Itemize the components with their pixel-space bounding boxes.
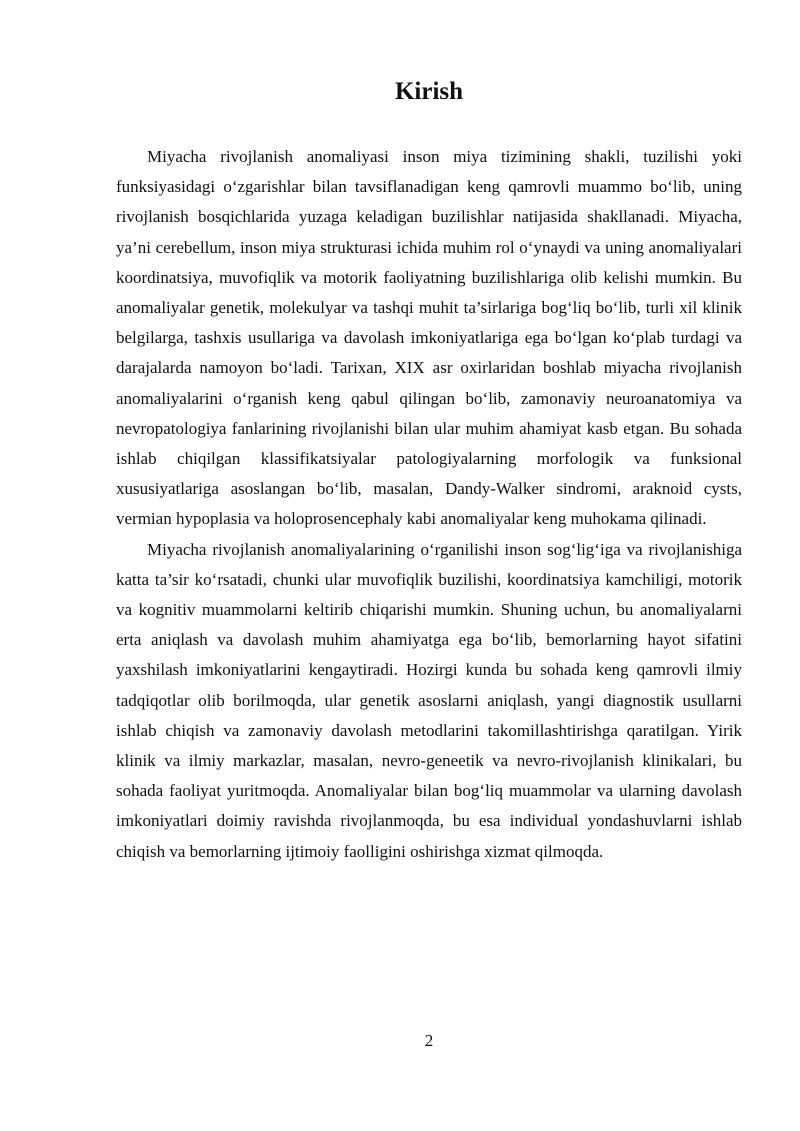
page-title: Kirish — [394, 78, 464, 105]
paragraph: Miyacha rivojlanish anomaliyalarining o‘rganilishi inson sog‘lig‘iga va rivojlanishiga katta ta’sir ko‘rsatadi, chunki ular muvofiqlik buzilishi, koordinatsiya kamchiligi, motorik va kognitiv muammolarni keltirib chiqarishi mumkin. Shuning uchun, bu anomaliyalarni erta aniqlash va davolash muhim ahamiyatga ega bo‘lib, bemorlarning hayot sifatini yaxshilash imkoniyatlarini kengaytiradi. Hozirgi kunda bu sohada keng qamrovli ilmiy tadqiqotlar olib borilmoqda, ular genetik asoslarni aniqlash, yangi diagnostik usullarni ishlab chiqish va zamonaviy davolash metodlarini takomillashtirishga qaratilgan. Yirik klinik va ilmiy markazlar, masalan, nevro-geneetik va nevro-rivojlanish klinikalari, bu sohada faoliyat yuritmoqda. Anomaliyalar bilan bog‘liq muammolar va ularning davolash imkoniyatlari doimiy ravishda rivojlanmoqda, bu esa individual yondashuvlarni ishlab chiqish va bemorlarning ijtimoiy faolligini oshirishga xizmat qilmoqda. — [116, 539, 742, 861]
paragraph: Miyacha rivojlanish anomaliyasi inson miya tizimining shakli, tuzilishi yoki funksiyasidagi o‘zgarishlar bilan tavsiflanadigan keng qamrovli muammo bo‘lib, uning rivojlanish bosqichlarida yuzaga keladigan buzilishlar natijasida shakllanadi. Miyacha, ya’ni cerebellum, inson miya strukturasi ichida muhim rol o‘ynaydi va uning anomaliyalari koordinatsiya, muvofiqlik va motorik faoliyatning buzilishlariga olib kelishi mumkin. Bu anomaliyalar genetik, molekulyar va tashqi muhit ta’sirlariga bog‘liq bo‘lib, turli xil klinik belgilarga, tashxis usullariga va davolash imkoniyatlariga ega bo‘lgan ko‘plab turdagi va darajalarda namoyon bo‘ladi. Tarixan, XIX asr oxirlaridan boshlab miyacha rivojlanish anomaliyalarini o‘rganish keng qabul qilingan bo‘lib, zamonaviy neuroanatomiya va nevropatologiya fanlarining rivojlanishi bilan ular muhim ahamiyat kasb etgan. Bu sohada ishlab chiqilgan klassifikatsiyalar patologiyalarning morfologik va funksional xususiyatlariga asoslangan bo‘lib, masalan, Dandy-Walker sindromi, araknoid cysts, vermian hypoplasia va holoprosencephaly kabi anomaliyalar keng muhokama qilinadi. — [116, 147, 742, 529]
body-text — [116, 142, 742, 867]
page-number: 2 — [424, 1031, 434, 1050]
